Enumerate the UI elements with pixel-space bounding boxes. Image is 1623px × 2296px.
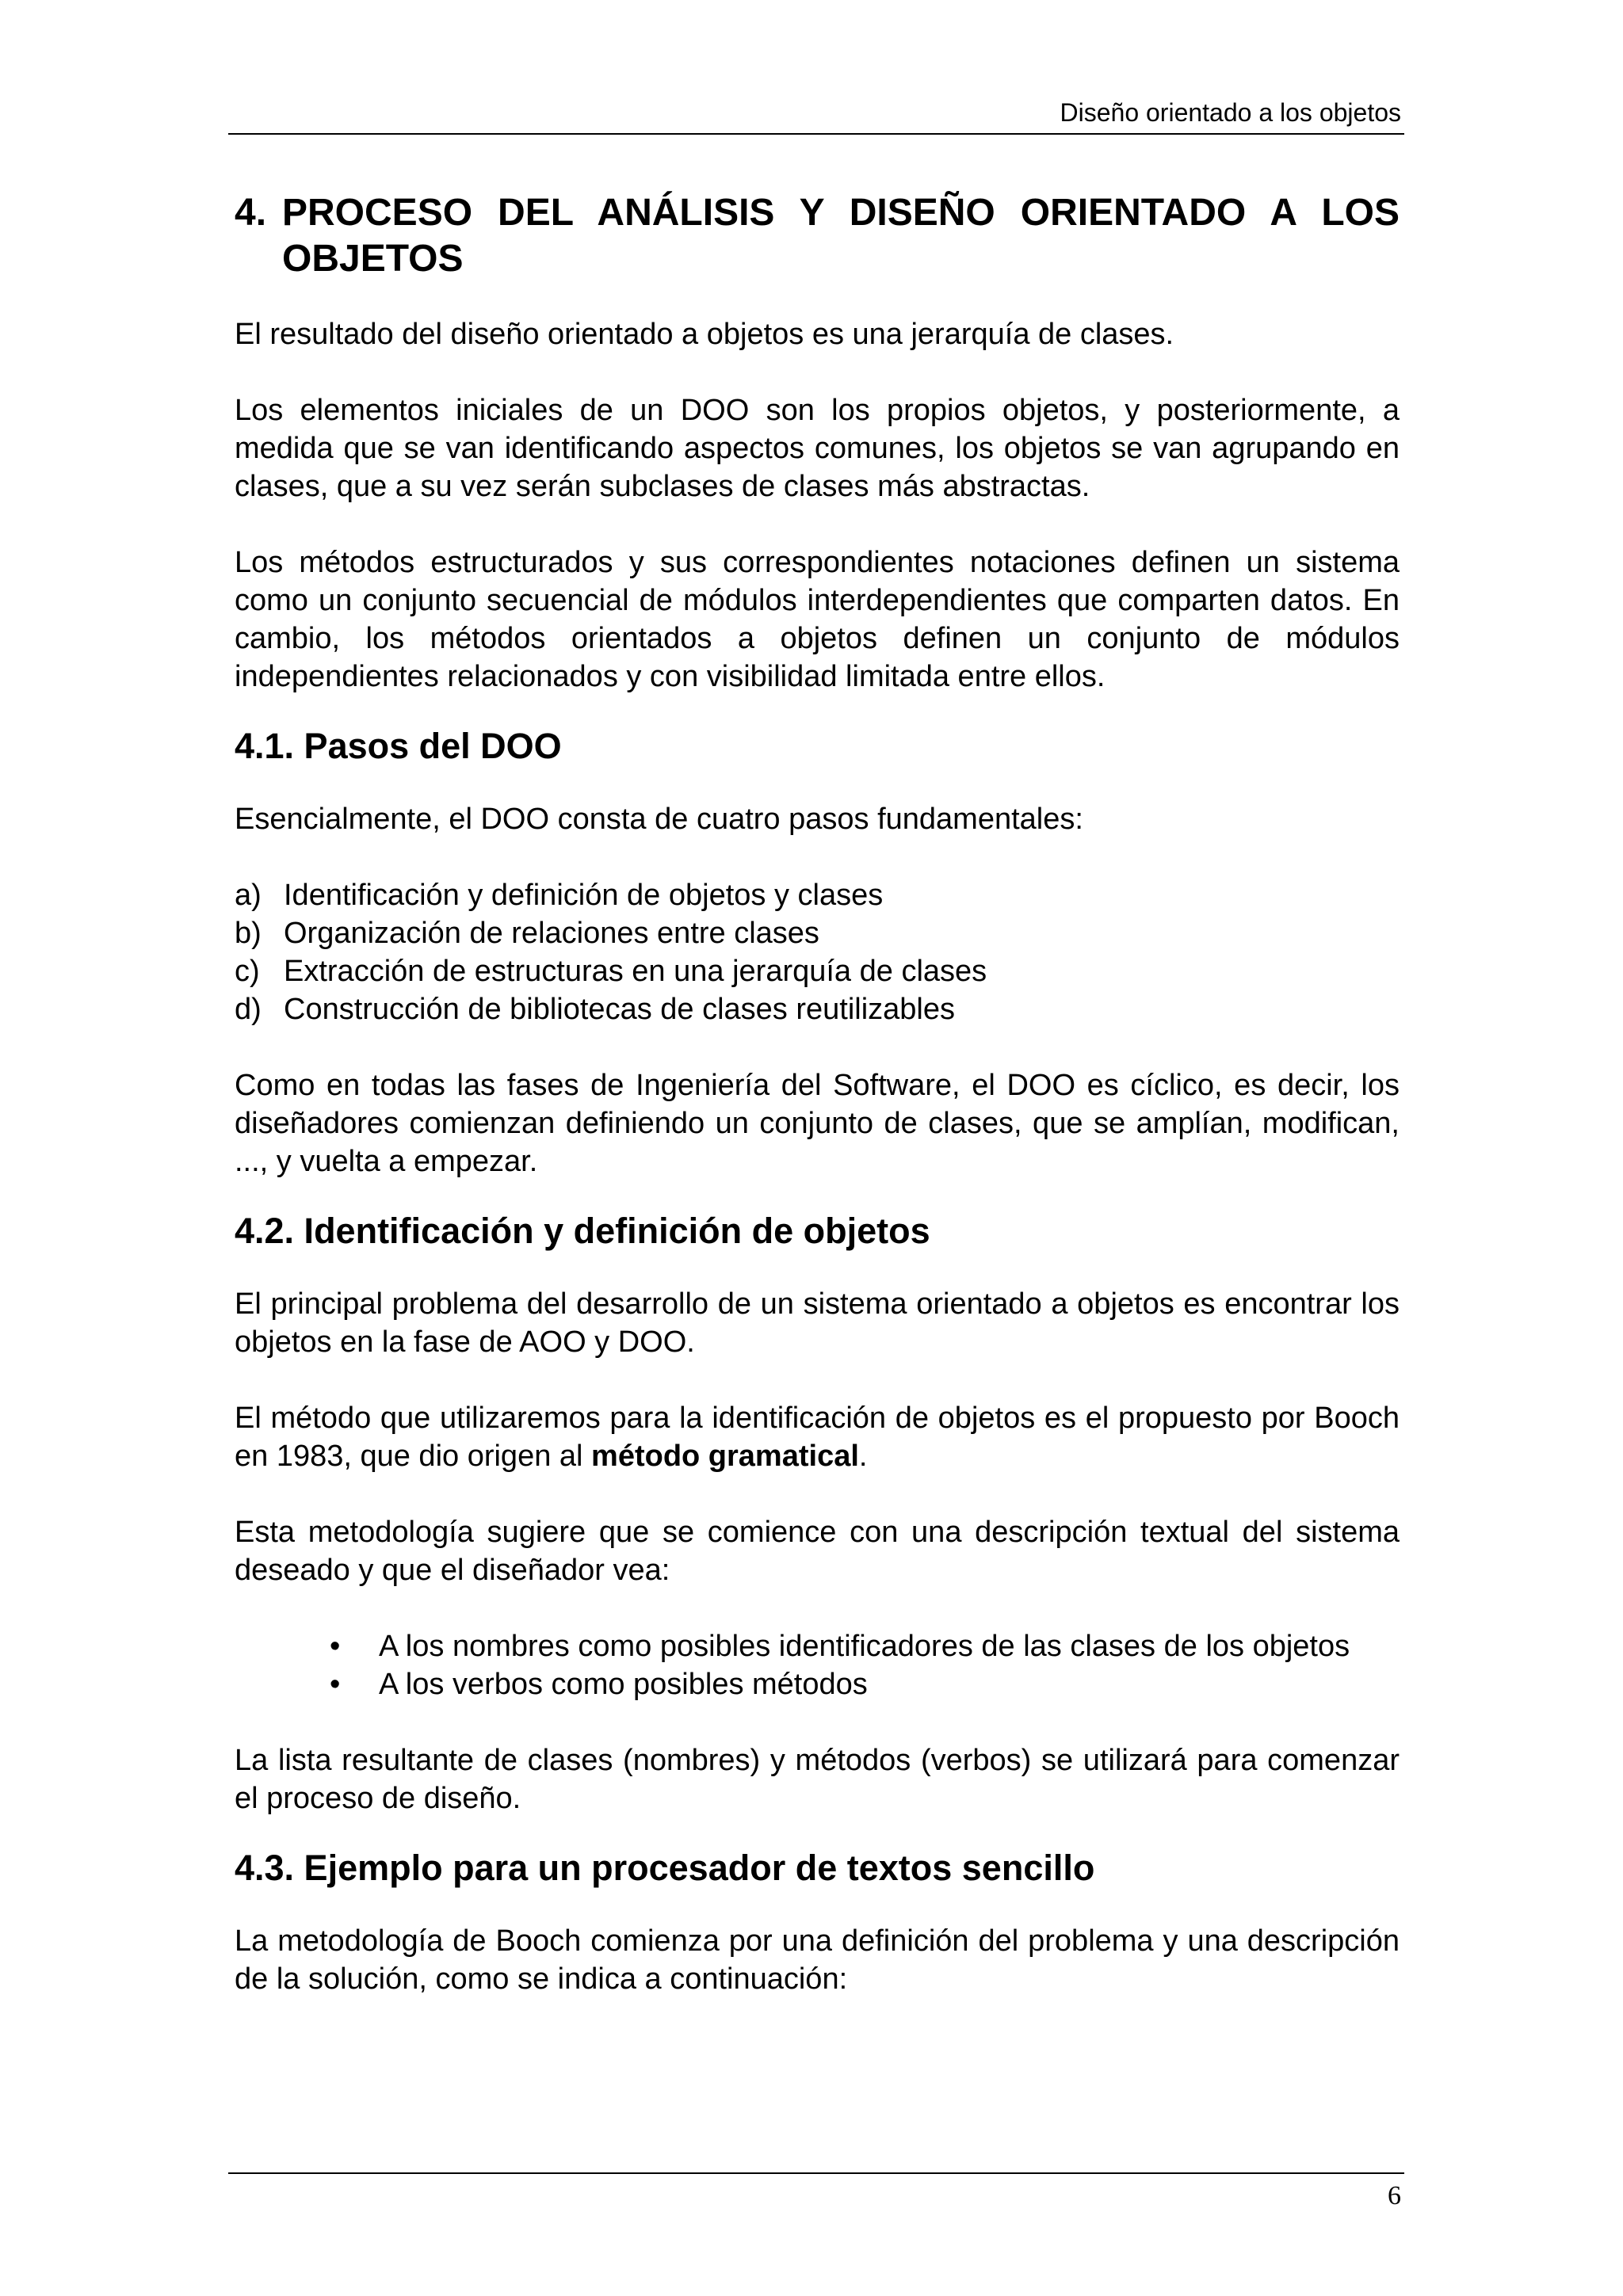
- section-4-paragraph: El resultado del diseño orientado a objetos es una jerarquía de clases.: [235, 318, 1174, 351]
- list-item: [330, 1627, 1400, 1665]
- bullet-icon: •: [330, 1630, 341, 1663]
- list-item-text: A los nombres como posibles identificadores de las clases de los objetos: [379, 1630, 1350, 1663]
- section-4-1-heading: 4.1. Pasos del DOO: [235, 726, 562, 766]
- list-item-label: d): [235, 993, 262, 1026]
- list-item-text: Extracción de estructuras en una jerarquía de clases: [284, 955, 987, 988]
- section-4-paragraph: Los métodos estructurados y sus correspondientes notaciones definen un sistema como un conjunto secuencial de módulos interdependientes que comparten datos. En cambio, los métodos orientados a objetos definen un conjunto de módulos independientes relacionados y con visibilidad limitada entre ellos.: [235, 546, 1400, 693]
- list-item-text: Organización de relaciones entre clases: [284, 917, 819, 950]
- section-4-1-closing: Como en todas las fases de Ingeniería del Software, el DOO es cíclico, es decir, los diseñadores comienzan definiendo un conjunto de clases, que se amplían, modifican, ..., y vuelta a empezar.: [235, 1069, 1400, 1178]
- list-item-text: A los verbos como posibles métodos: [379, 1668, 868, 1701]
- section-4-number: 4.: [235, 192, 267, 234]
- list-item: [235, 876, 1400, 914]
- section-4-title: PROCESO DEL ANÁLISIS Y DISEÑO ORIENTADO A LOS OBJETOS: [282, 192, 1400, 280]
- booch-text-end: .: [858, 1440, 868, 1473]
- section-4-2-paragraph: Esta metodología sugiere que se comience con una descripción textual del sistema deseado y que el diseñador vea:: [235, 1516, 1400, 1587]
- grammatical-method-term: método gramatical: [591, 1440, 859, 1473]
- list-item: [235, 914, 1400, 952]
- list-item: [235, 952, 1400, 990]
- footer-divider: [228, 2172, 1404, 2174]
- bullet-icon: •: [330, 1668, 341, 1701]
- page-number: 6: [1388, 2181, 1401, 2210]
- section-4-2-paragraph: El principal problema del desarrollo de un sistema orientado a objetos es encontrar los objetos en la fase de AOO y DOO.: [235, 1287, 1400, 1359]
- running-header: Diseño orientado a los objetos: [1060, 98, 1401, 127]
- list-item-label: c): [235, 955, 260, 988]
- list-item-text: Identificación y definición de objetos y clases: [284, 879, 884, 912]
- list-item: [330, 1665, 1400, 1703]
- section-4-2-paragraph-booch: [235, 1399, 1400, 1475]
- header-divider: [228, 133, 1404, 135]
- bullet-list: [330, 1627, 1400, 1703]
- section-4-3-heading: 4.3. Ejemplo para un procesador de textos sencillo: [235, 1848, 1095, 1888]
- section-4-2-heading: 4.2. Identificación y definición de objetos: [235, 1211, 930, 1251]
- section-4-paragraph: Los elementos iniciales de un DOO son los propios objetos, y posteriormente, a medida que se van identificando aspectos comunes, los objetos se van agrupando en clases, que a su vez serán subclases de clases más abstractas.: [235, 394, 1400, 503]
- list-item: [235, 990, 1400, 1028]
- section-4-heading: [235, 190, 1400, 282]
- section-4-2-paragraph: La lista resultante de clases (nombres) y métodos (verbos) se utilizará para comenzar el proceso de diseño.: [235, 1744, 1400, 1815]
- steps-list: [235, 876, 1400, 1028]
- booch-text: El método que utilizaremos para la identificación de objetos es el propuesto por Booch en 1983, que dio origen al: [235, 1402, 1400, 1473]
- section-4-1-intro: Esencialmente, el DOO consta de cuatro pasos fundamentales:: [235, 803, 1083, 836]
- section-4-3-paragraph: La metodología de Booch comienza por una definición del problema y una descripción de la solución, como se indica a continuación:: [235, 1924, 1400, 1996]
- page-content: [235, 190, 1400, 2036]
- list-item-text: Construcción de bibliotecas de clases reutilizables: [284, 993, 956, 1026]
- list-item-label: b): [235, 917, 262, 950]
- list-item-label: a): [235, 879, 262, 912]
